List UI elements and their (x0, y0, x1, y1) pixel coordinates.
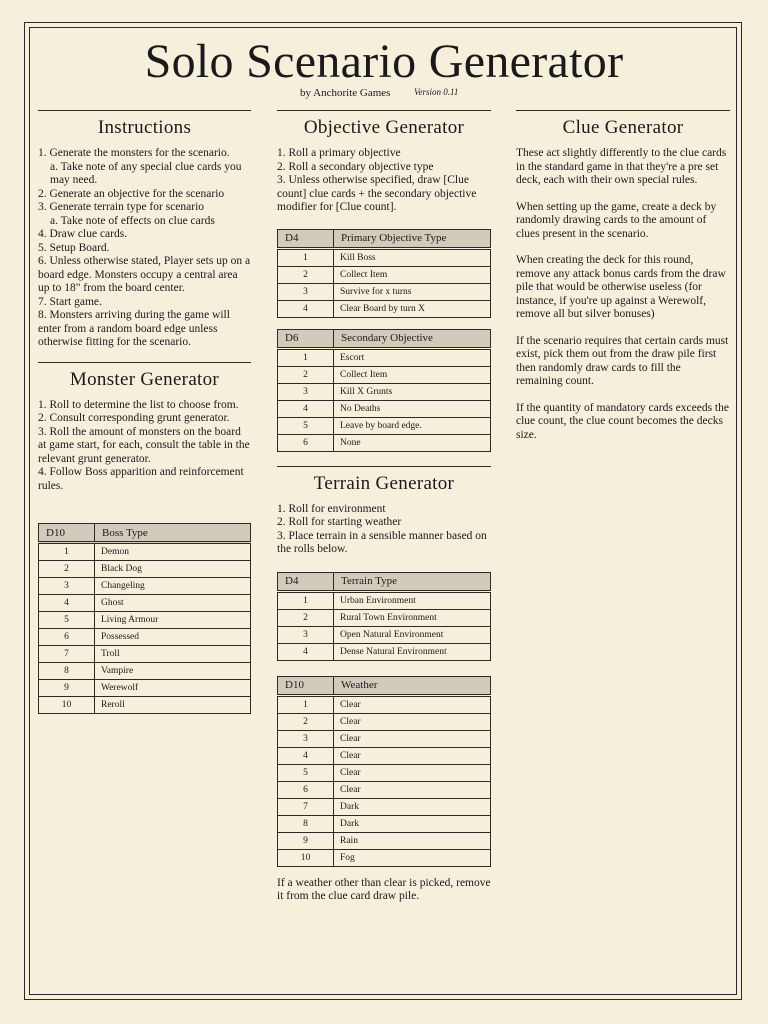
table-header-label: Secondary Objective (334, 329, 491, 348)
divider (38, 362, 251, 363)
table-header-label: Weather (334, 676, 491, 695)
roll-cell: 9 (39, 680, 95, 697)
instruction-line: 3. Generate terrain type for scenario (38, 201, 205, 213)
clue-text (516, 147, 730, 442)
result-cell: Escort (334, 348, 491, 366)
table-row (278, 849, 491, 866)
terrain-type-table (277, 572, 491, 661)
table-row (39, 612, 251, 629)
roll-cell: 4 (278, 643, 334, 660)
table-row (278, 832, 491, 849)
table-row (278, 815, 491, 832)
instructions-list (38, 147, 251, 350)
result-cell: Dark (334, 798, 491, 815)
terrain-line: 1. Roll for environment (277, 502, 386, 515)
primary-objective-table (277, 229, 491, 318)
terrain-list (277, 503, 491, 557)
result-cell: Collect Item (334, 366, 491, 383)
roll-cell: 6 (278, 781, 334, 798)
roll-cell: 3 (278, 383, 334, 400)
roll-cell: 4 (39, 595, 95, 612)
divider (516, 110, 730, 111)
byline: by Anchorite Games (300, 87, 391, 99)
result-cell: Living Armour (95, 612, 251, 629)
roll-cell: 3 (278, 730, 334, 747)
table-row (278, 609, 491, 626)
roll-cell: 5 (278, 764, 334, 781)
boss-type-table (38, 523, 251, 714)
instruction-line: 5. Setup Board. (38, 241, 110, 254)
result-cell: Clear Board by turn X (334, 300, 491, 317)
roll-cell: 3 (278, 626, 334, 643)
roll-cell: 2 (278, 366, 334, 383)
roll-cell: 8 (278, 815, 334, 832)
table-row (39, 561, 251, 578)
roll-cell: 1 (278, 695, 334, 713)
roll-cell: 1 (39, 543, 95, 561)
terrain-line: 3. Place terrain in a sensible manner based on the rolls below. (277, 529, 487, 555)
table-header-label: Terrain Type (334, 572, 491, 591)
table-row (278, 798, 491, 815)
roll-cell: 6 (278, 434, 334, 451)
weather-table (277, 676, 491, 867)
roll-cell: 2 (39, 561, 95, 578)
result-cell: Black Dog (95, 561, 251, 578)
table-row (278, 695, 491, 713)
result-cell: Open Natural Environment (334, 626, 491, 643)
middle-column (277, 110, 491, 904)
roll-cell: 8 (39, 663, 95, 680)
roll-cell: 1 (278, 348, 334, 366)
table-row (278, 300, 491, 317)
roll-cell: 6 (39, 629, 95, 646)
result-cell: Changeling (95, 578, 251, 595)
table-row (39, 697, 251, 714)
table-row (278, 248, 491, 266)
table-row (39, 578, 251, 595)
clue-paragraph: When creating the deck for this round, remove any attack bonus cards from the draw pile that would be otherwise useless (for instance, if you're up against a Werewolf, remove all but silver bonuses) (516, 254, 726, 320)
table-header-die: D6 (278, 329, 334, 348)
result-cell: Clear (334, 695, 491, 713)
roll-cell: 4 (278, 400, 334, 417)
terrain-line: 2. Roll for starting weather (277, 516, 402, 528)
result-cell: Dense Natural Environment (334, 643, 491, 660)
roll-cell: 4 (278, 747, 334, 764)
table-header-label: Boss Type (95, 524, 251, 543)
result-cell: No Deaths (334, 400, 491, 417)
table-row (278, 434, 491, 451)
table-header-label: Primary Objective Type (334, 229, 491, 248)
instruction-line: 7. Start game. (38, 295, 102, 308)
monster-heading: Monster Generator (69, 368, 220, 390)
table-header-die: D4 (278, 229, 334, 248)
table-row (278, 643, 491, 660)
roll-cell: 2 (278, 713, 334, 730)
instructions-heading: Instructions (97, 117, 192, 138)
roll-cell: 3 (39, 578, 95, 595)
table-row (39, 646, 251, 663)
left-column (38, 110, 251, 714)
clue-paragraph: When setting up the game, create a deck by randomly drawing cards to the amount of clues present in the scenario. (516, 200, 717, 240)
roll-cell: 4 (278, 300, 334, 317)
clue-paragraph: If the quantity of mandatory cards exceeds the clue count, the clue count becomes the decks size. (516, 401, 729, 441)
table-row (278, 730, 491, 747)
table-row (278, 747, 491, 764)
result-cell: Collect Item (334, 266, 491, 283)
result-cell: Rural Town Environment (334, 609, 491, 626)
roll-cell: 5 (39, 612, 95, 629)
table-row (39, 543, 251, 561)
result-cell: Kill X Grunts (334, 383, 491, 400)
result-cell: Reroll (95, 697, 251, 714)
table-row (278, 764, 491, 781)
secondary-objective-table (277, 329, 491, 452)
result-cell: Urban Environment (334, 591, 491, 609)
table-header-die: D10 (278, 676, 334, 695)
result-cell: Kill Boss (334, 248, 491, 266)
table-row (278, 366, 491, 383)
roll-cell: 5 (278, 417, 334, 434)
result-cell: Rain (334, 832, 491, 849)
table-row (278, 266, 491, 283)
result-cell: Clear (334, 781, 491, 798)
result-cell: Clear (334, 713, 491, 730)
result-cell: Leave by board edge. (334, 417, 491, 434)
roll-cell: 2 (278, 266, 334, 283)
divider (38, 110, 251, 111)
objective-list (277, 147, 491, 215)
instruction-line: 4. Draw clue cards. (38, 228, 128, 240)
table-row (278, 348, 491, 366)
result-cell: Clear (334, 730, 491, 747)
table-row (39, 629, 251, 646)
roll-cell: 3 (278, 283, 334, 300)
divider (277, 466, 491, 467)
result-cell: Ghost (95, 595, 251, 612)
table-row (278, 713, 491, 730)
roll-cell: 1 (278, 591, 334, 609)
instruction-line: 2. Generate an objective for the scenario (38, 187, 225, 200)
result-cell: Clear (334, 764, 491, 781)
result-cell: Werewolf (95, 680, 251, 697)
weather-note: If a weather other than clear is picked, remove it from the clue card draw pile. (277, 876, 491, 902)
instruction-line: 1. Generate the monsters for the scenario. (38, 147, 230, 159)
monster-line: 2. Consult corresponding grunt generator. (38, 412, 230, 424)
page-title: Solo Scenario Generator (144, 35, 624, 88)
instruction-line: a. Take note of effects on clue cards (50, 214, 215, 227)
objective-line: 2. Roll a secondary objective type (277, 160, 434, 173)
table-row (278, 626, 491, 643)
table-row (278, 781, 491, 798)
result-cell: Possessed (95, 629, 251, 646)
objective-heading: Objective Generator (303, 117, 465, 138)
result-cell: Vampire (95, 663, 251, 680)
table-row (278, 383, 491, 400)
monster-list (38, 399, 251, 494)
result-cell: Troll (95, 646, 251, 663)
terrain-heading: Terrain Generator (313, 472, 455, 494)
table-header-die: D10 (39, 524, 95, 543)
instruction-line: 8. Monsters arriving during the game will enter from a random board edge unless otherwise fitting for the scenario. (38, 309, 230, 348)
table-row (39, 680, 251, 697)
table-row (278, 591, 491, 609)
result-cell: Demon (95, 543, 251, 561)
table-header-die: D4 (278, 572, 334, 591)
monster-line: 3. Roll the amount of monsters on the board at game start, for each, consult the table in the relevant grunt generator. (38, 425, 250, 465)
version-label: Version 0.11 (414, 87, 459, 97)
result-cell: Fog (334, 849, 491, 866)
roll-cell: 9 (278, 832, 334, 849)
table-row (39, 663, 251, 680)
instruction-line: 6. Unless otherwise stated, Player sets up on a board edge. Monsters occupy a central area up to 18" from the board center. (38, 255, 251, 294)
roll-cell: 10 (278, 849, 334, 866)
table-row (278, 283, 491, 300)
result-cell: None (334, 434, 491, 451)
objective-line: 1. Roll a primary objective (277, 147, 401, 159)
roll-cell: 2 (278, 609, 334, 626)
result-cell: Survive for x turns (334, 283, 491, 300)
roll-cell: 7 (278, 798, 334, 815)
objective-line: 3. Unless otherwise specified, draw [Clue count] clue cards + the secondary objective modifier for [Clue count]. (277, 174, 477, 213)
clue-paragraph: If the scenario requires that certain cards must exist, pick them out from the draw pile first then randomly draw cards to fill the remaining count. (516, 334, 729, 387)
monster-line: 1. Roll to determine the list to choose from. (38, 398, 239, 411)
roll-cell: 10 (39, 697, 95, 714)
right-column (516, 110, 730, 442)
table-row (278, 400, 491, 417)
monster-line: 4. Follow Boss apparition and reinforcement rules. (38, 466, 244, 492)
divider (277, 110, 491, 111)
result-cell: Dark (334, 815, 491, 832)
table-row (39, 595, 251, 612)
clue-heading: Clue Generator (562, 117, 684, 138)
result-cell: Clear (334, 747, 491, 764)
roll-cell: 1 (278, 248, 334, 266)
instruction-line: a. Take note of any special clue cards you may need. (50, 160, 242, 186)
roll-cell: 7 (39, 646, 95, 663)
table-row (278, 417, 491, 434)
clue-paragraph: These act slightly differently to the clue cards in the standard game in that they're a pre set deck, each with their own special rules. (516, 147, 727, 186)
